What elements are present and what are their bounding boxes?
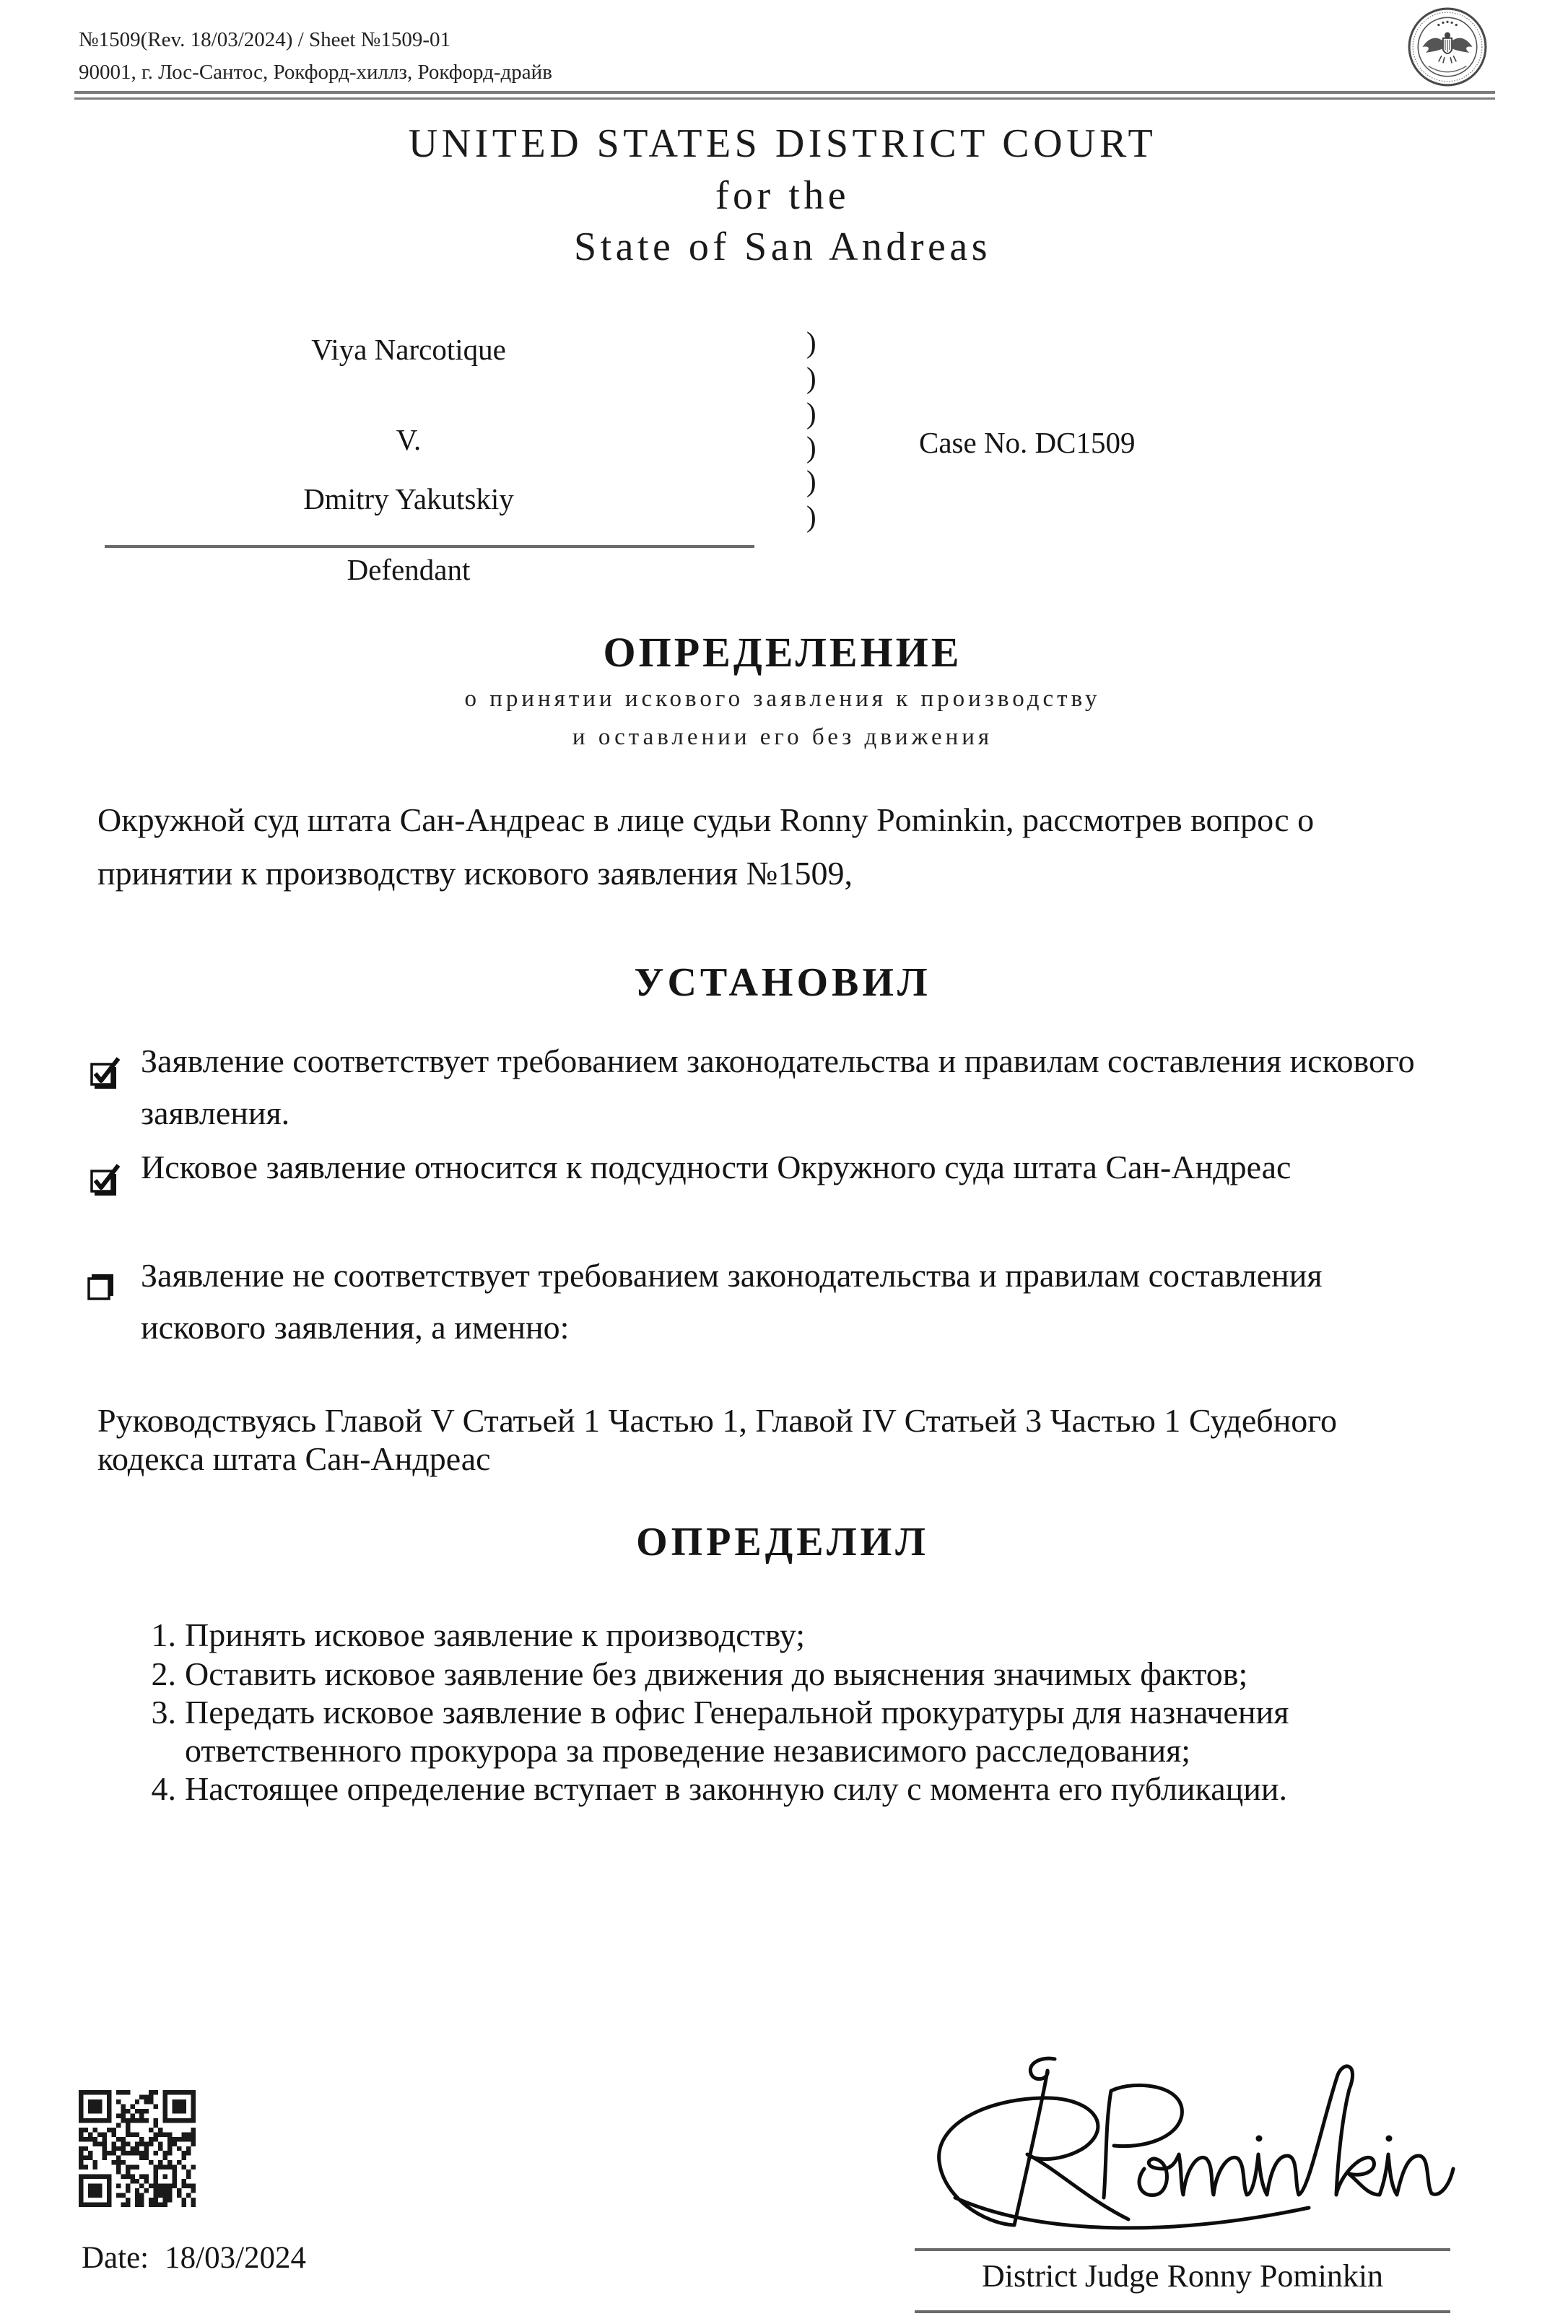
ruling-item: [144, 1770, 1287, 1809]
sheet-reference: №1509(Rev. 18/03/2024) / Sheet №1509-01: [79, 28, 450, 51]
order-subtitle-line: и оставлении его без движения: [572, 724, 993, 750]
date-value: 18/03/2024: [165, 2241, 307, 2275]
ruling-item: [144, 1693, 1289, 1732]
order-subtitle-line: о принятии искового заявления к производству: [464, 686, 1101, 712]
caption-rule: [105, 545, 754, 548]
ruling-item-number: 2.: [151, 1655, 176, 1692]
intro-line: Окружной суд штата Сан-Андреас в лице судьи Ronny Pominkin, рассмотрев вопрос о: [97, 801, 1315, 838]
case-number: Case No. DC1509: [919, 426, 1136, 459]
bottom-rule: [915, 2310, 1450, 2313]
basis-line: кодекса штата Сан-Андреас: [97, 1440, 491, 1477]
caption-paren: ): [806, 396, 816, 430]
finding-line: искового заявления, а именно:: [141, 1309, 570, 1346]
findings-heading: УСТАНОВИЛ: [634, 960, 931, 1005]
finding-line: Заявление соответствует требованием законодательства и правилам составления искового: [141, 1043, 1415, 1079]
defendant-label: Defendant: [347, 553, 471, 586]
ruling-item-text: Принять исковое заявление к производству;: [185, 1616, 806, 1653]
ruling-item-text-continued: ответственного прокурора за проведение независимого расследования;: [185, 1732, 1191, 1769]
caption-paren: ): [806, 361, 816, 394]
caption-paren: ): [806, 326, 816, 359]
header-rule-top: [74, 91, 1495, 94]
ruling-heading: ОПРЕДЕЛИЛ: [636, 1520, 929, 1564]
ruling-item: [144, 1655, 1247, 1694]
versus-label: V.: [396, 423, 422, 456]
ruling-item-number: 4.: [151, 1770, 176, 1807]
qr-code: [79, 2090, 196, 2207]
ruling-item-text: Передать исковое заявление в офис Генеральной прокуратуры для назначения: [185, 1694, 1289, 1731]
ruling-item: [144, 1616, 805, 1655]
judge-signature: [933, 2053, 1456, 2241]
unchecked-box-icon: [84, 1268, 119, 1303]
order-title: ОПРЕДЕЛЕНИЕ: [603, 629, 962, 676]
caption-paren: ): [806, 500, 816, 533]
ruling-item-text: Оставить исковое заявление без движения до выяснения значимых фактов;: [185, 1655, 1248, 1692]
ruling-item-text: Настоящее определение вступает в законную силу с момента его публикации.: [185, 1770, 1287, 1807]
finding-line: Заявление не соответствует требованием законодательства и правилам составления: [141, 1257, 1323, 1294]
court-for-the: for the: [715, 173, 850, 218]
date-label: Date:: [82, 2241, 149, 2275]
intro-line: принятии к производству искового заявления №1509,: [97, 855, 853, 892]
finding-line: заявления.: [141, 1094, 290, 1131]
plaintiff-name: Viya Narcotique: [311, 333, 506, 366]
court-seal-icon: [1406, 6, 1489, 88]
defendant-name: Dmitry Yakutskiy: [303, 482, 514, 515]
ruling-item-number: 1.: [151, 1616, 176, 1653]
court-address: 90001, г. Лос-Сантос, Рокфорд-хиллз, Рокфорд-драйв: [79, 61, 552, 84]
basis-line: Руководствуясь Главой V Статьей 1 Частью 1, Главой IV Статьей 3 Частью 1 Судебного: [97, 1402, 1338, 1439]
signature-rule: [915, 2248, 1450, 2251]
ruling-item-number: 3.: [151, 1694, 176, 1731]
judge-name: District Judge Ronny Pominkin: [981, 2258, 1384, 2294]
caption-paren: ): [806, 464, 816, 497]
caption-paren: ): [806, 430, 816, 464]
court-state: State of San Andreas: [573, 225, 992, 269]
court-title: UNITED STATES DISTRICT COURT: [408, 121, 1157, 166]
checked-box-icon: [89, 1056, 123, 1090]
header-rule-bottom: [74, 97, 1495, 100]
checked-box-icon: [89, 1162, 123, 1197]
finding-line: Исковое заявление относится к подсудности Окружного суда штата Сан-Андреас: [141, 1149, 1292, 1185]
order-date: [82, 2239, 306, 2278]
